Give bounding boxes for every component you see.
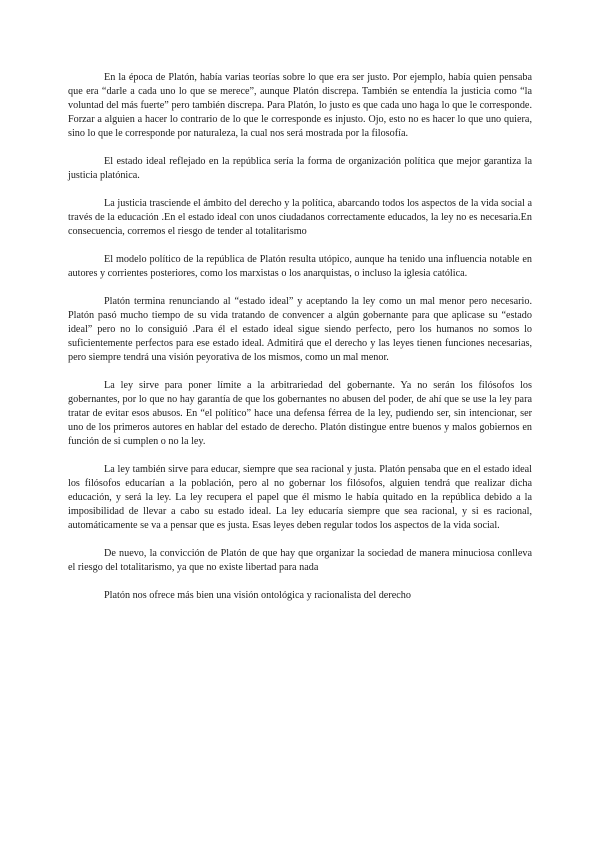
paragraph: El modelo político de la república de Platón resulta utópico, aunque ha tenido una influencia notable en autores y corrientes posteriores, como los marxistas o los anarquistas, o incluso la iglesia católica. (68, 254, 532, 279)
paragraph: Platón termina renunciando al “estado ideal” y aceptando la ley como un mal menor pero necesario. Platón pasó mucho tiempo de su vida tratando de convencer a algún gobernante para que aplicase su “estado ideal” pero no lo consiguió .Para él el estado ideal sigue siendo perfecto, pero los humanos no somos lo suficientemente perfectos para ese estado ideal. Admitirá que el derecho y las leyes tienen funciones necesarias, pero siempre tendrá una visión peyorativa de los mismos, como un mal menor. (68, 296, 532, 363)
paragraph: Platón nos ofrece más bien una visión ontológica y racionalista del derecho (104, 590, 411, 601)
paragraph: En la época de Platón, había varias teorías sobre lo que era ser justo. Por ejemplo, había quien pensaba que era “darle a cada uno lo que se merece”, aunque Platón discrepa. También se entendía la justicia como “la voluntad del más fuerte” pero también discrepa. Para Platón, lo justo es que cada uno haga lo que le corresponde. Forzar a alguien a hacer lo contrario de lo que le corresponde es injusto. Ojo, esto no es hacer lo que uno quiera, sino lo que le corresponde por naturaleza, la cual nos será mostrada por la filosofía. (68, 72, 532, 139)
paragraph: El estado ideal reflejado en la república sería la forma de organización política que mejor garantiza la justicia platónica. (68, 156, 532, 181)
paragraph: La justicia trasciende el ámbito del derecho y la política, abarcando todos los aspectos de la vida social a través de la educación .En el estado ideal con unos ciudadanos correctamente educados, la ley no es necesaria.En consecuencia, corremos el riesgo de tender al totalitarismo (68, 198, 532, 237)
paragraph: La ley sirve para poner límite a la arbitrariedad del gobernante. Ya no serán los filósofos los gobernantes, por lo que no hay garantía de que los gobernantes no abusen del poder, de ahí que se use la ley para tratar de evitar esos abusos. En “el político” hace una defensa férrea de la ley, pudiendo ser, sin intencionar, ser uno de los primeros autores en hablar del estado de derecho. Platón distingue entre buenos y malos gobiernos en función de si cumplen o no la ley. (68, 380, 532, 447)
paragraph: De nuevo, la convicción de Platón de que hay que organizar la sociedad de manera minuciosa conlleva el riesgo del totalitarismo, ya que no existe libertad para nada (68, 548, 532, 573)
paragraph: La ley también sirve para educar, siempre que sea racional y justa. Platón pensaba que en el estado ideal los filósofos educarían a la población, pero al no gobernar los filósofos, alguien tendrá que realizar dicha educación, y será la ley. La ley recupera el papel que él mismo le había quitado en la república debido a la imposibilidad de llevar a cabo su estado ideal. La ley educaría siempre que sea racional, y si es racional, automáticamente se va a pensar que es justa. Esas leyes deben regular todos los aspectos de la vida social. (68, 464, 532, 531)
document-content (68, 71, 532, 603)
